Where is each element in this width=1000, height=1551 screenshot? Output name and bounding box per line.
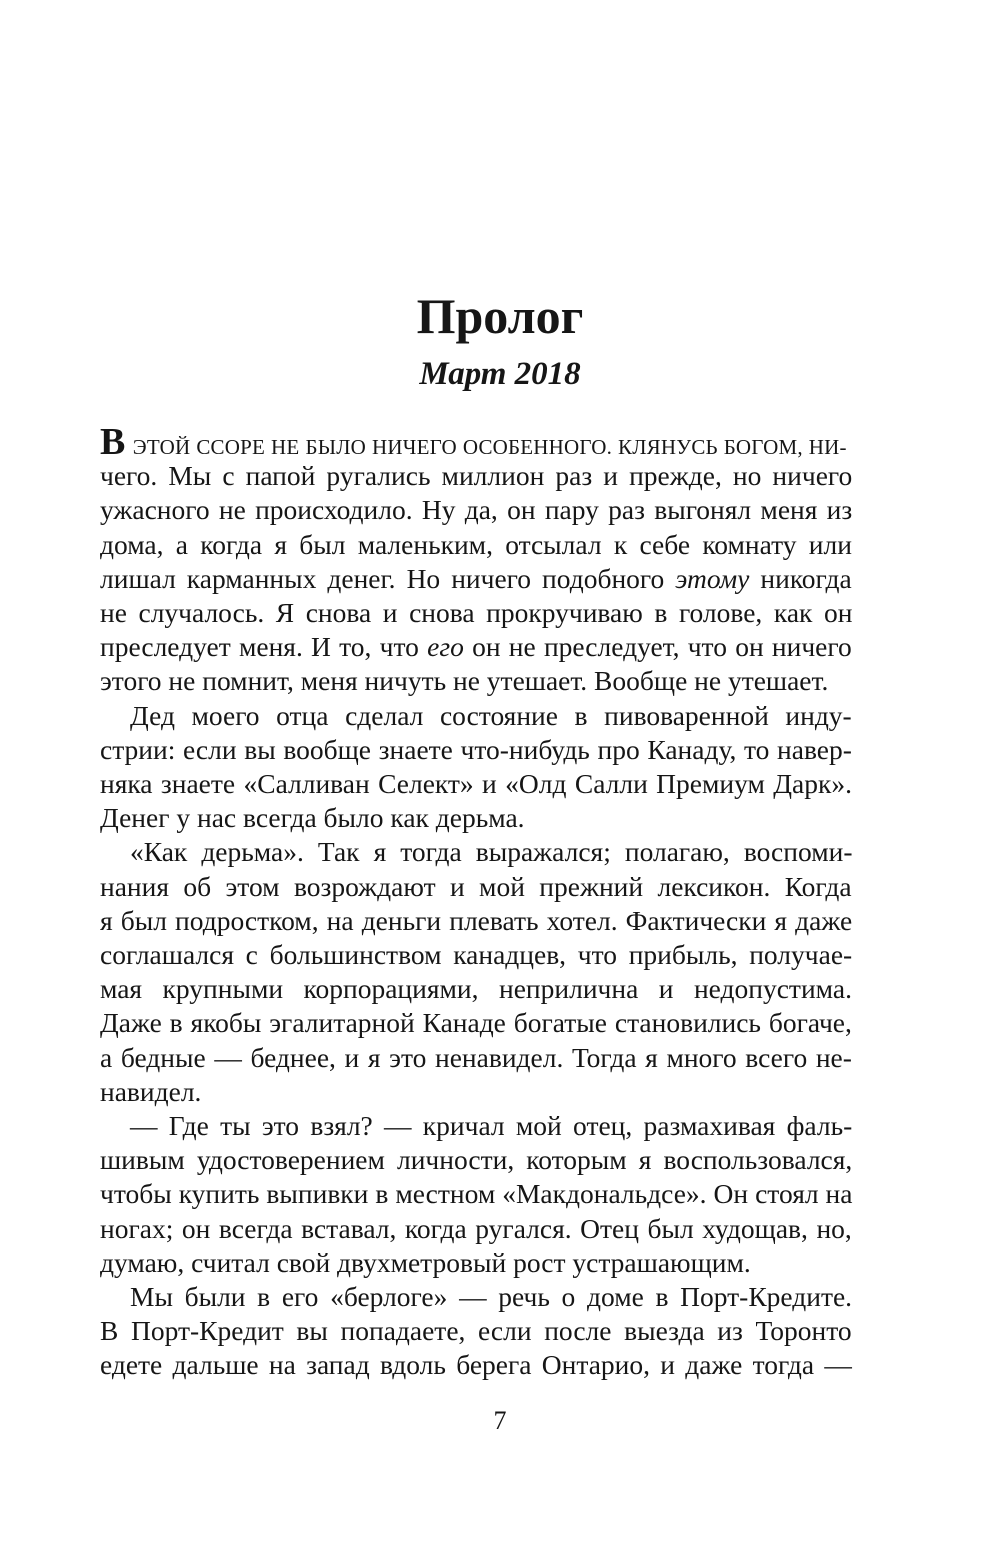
text-run: чтобы купить выпивки в местном «Макдональдсе». Он стоял на bbox=[100, 1178, 853, 1210]
text-run: он не преследует, что он ничего bbox=[463, 631, 852, 663]
text-line bbox=[100, 1142, 852, 1178]
text-run: лишал карманных денег. Но ничего подобного bbox=[100, 562, 676, 594]
text-run: Денег у нас всегда было как дерьма. bbox=[100, 802, 525, 834]
text-run: навидел. bbox=[100, 1075, 202, 1107]
text-line bbox=[100, 1176, 852, 1212]
text-line bbox=[100, 492, 852, 528]
text-line bbox=[100, 663, 828, 699]
chapter-title: Пролог bbox=[416, 288, 584, 344]
drop-cap: В bbox=[100, 421, 126, 463]
text-run: стрии: если вы вообще знаете что-нибудь про Канаду, то навер- bbox=[100, 733, 852, 765]
text-line bbox=[100, 421, 847, 463]
text-line bbox=[100, 1005, 852, 1041]
text-run: ужасного не происходило. Ну да, он пару раз выгонял меня из bbox=[100, 494, 853, 526]
text-run: думаю, считал свой двухметровый рост устрашающим. bbox=[100, 1246, 751, 1278]
text-run: В Порт-Кредит вы попадаете, если после выезда из Торонто bbox=[100, 1315, 852, 1347]
text-line bbox=[100, 561, 852, 597]
text-line bbox=[130, 698, 852, 734]
text-run: преследует меня. И то, что bbox=[100, 631, 428, 663]
text-run: Даже в якобы эгалитарной Канаде богатые становились богаче, bbox=[100, 1007, 852, 1039]
text-run: дома, а когда я был маленьким, отсылал к себе комнату или bbox=[100, 528, 852, 560]
text-line bbox=[100, 937, 852, 973]
text-run: этого не помнит, меня ничуть не утешает. Вообще не утешает. bbox=[100, 665, 829, 697]
text-line bbox=[100, 527, 852, 563]
italic-emphasis: этому bbox=[675, 562, 750, 594]
text-line bbox=[100, 1313, 852, 1349]
text-run: шивым удостоверением личности, которым я воспользовался, bbox=[100, 1144, 853, 1176]
text-line bbox=[130, 1279, 852, 1315]
italic-emphasis: его bbox=[427, 631, 464, 663]
text-line bbox=[130, 1108, 852, 1144]
text-line bbox=[100, 766, 852, 802]
text-run: нания об этом возрождают и мой прежний лексикон. Когда bbox=[100, 870, 852, 902]
text-run: ногах; он всегда вставал, когда ругался. Отец был худощав, но, bbox=[100, 1212, 852, 1244]
text-line bbox=[130, 834, 852, 870]
text-run: не случалось. Я снова и снова прокручиваю в голове, как он bbox=[100, 597, 853, 628]
text-run: чего. Мы с папой ругались миллион раз и прежде, но ничего bbox=[100, 460, 853, 492]
text-run: никогда bbox=[749, 562, 852, 594]
page-number: 7 bbox=[493, 1406, 507, 1435]
text-run: соглашался с большинством канадцев, что прибыль, получае- bbox=[100, 939, 853, 970]
text-line bbox=[100, 732, 852, 768]
text-line bbox=[100, 1245, 751, 1281]
chapter-date: Март 2018 bbox=[419, 356, 581, 392]
text-run: а бедные — беднее, и я это ненавидел. Тогда я много всего не- bbox=[100, 1041, 852, 1073]
text-line bbox=[100, 1211, 852, 1247]
text-line bbox=[100, 971, 852, 1007]
text-run: я был подростком, на деньги плевать хотел. Фактически я даже bbox=[100, 904, 853, 936]
text-run: Дед моего отца сделал состояние в пивоваренной инду- bbox=[130, 699, 852, 731]
text-line bbox=[100, 629, 852, 665]
text-run: мая крупными корпорациями, неприлична и недопустима. bbox=[100, 973, 852, 1005]
text-run: «Как дерьма». Так я тогда выражался; полагаю, воспоми- bbox=[130, 836, 853, 868]
smallcaps-lead: ЭТОЙ ССОРЕ НЕ БЫЛО НИЧЕГО ОСОБЕННОГО. КЛЯНУСЬ БОГОМ, НИ- bbox=[132, 435, 847, 459]
text-line bbox=[100, 800, 525, 836]
text-line bbox=[100, 595, 852, 631]
text-line bbox=[100, 1347, 852, 1383]
text-line bbox=[100, 903, 852, 939]
text-line bbox=[100, 1040, 852, 1076]
text-run: едете дальше на запад вдоль берега Онтарио, и даже тогда — bbox=[100, 1349, 852, 1381]
text-run: — Где ты это взял? — кричал мой отец, размахивая фаль- bbox=[130, 1110, 853, 1141]
text-run: Мы были в его «берлоге» — речь о доме в Порт-Кредите. bbox=[130, 1281, 853, 1312]
text-line bbox=[100, 1074, 201, 1110]
text-line bbox=[100, 458, 852, 494]
text-run: няка знаете «Салливан Селект» и «Олд Салли Премиум Дарк». bbox=[100, 768, 852, 799]
text-line bbox=[100, 869, 852, 905]
